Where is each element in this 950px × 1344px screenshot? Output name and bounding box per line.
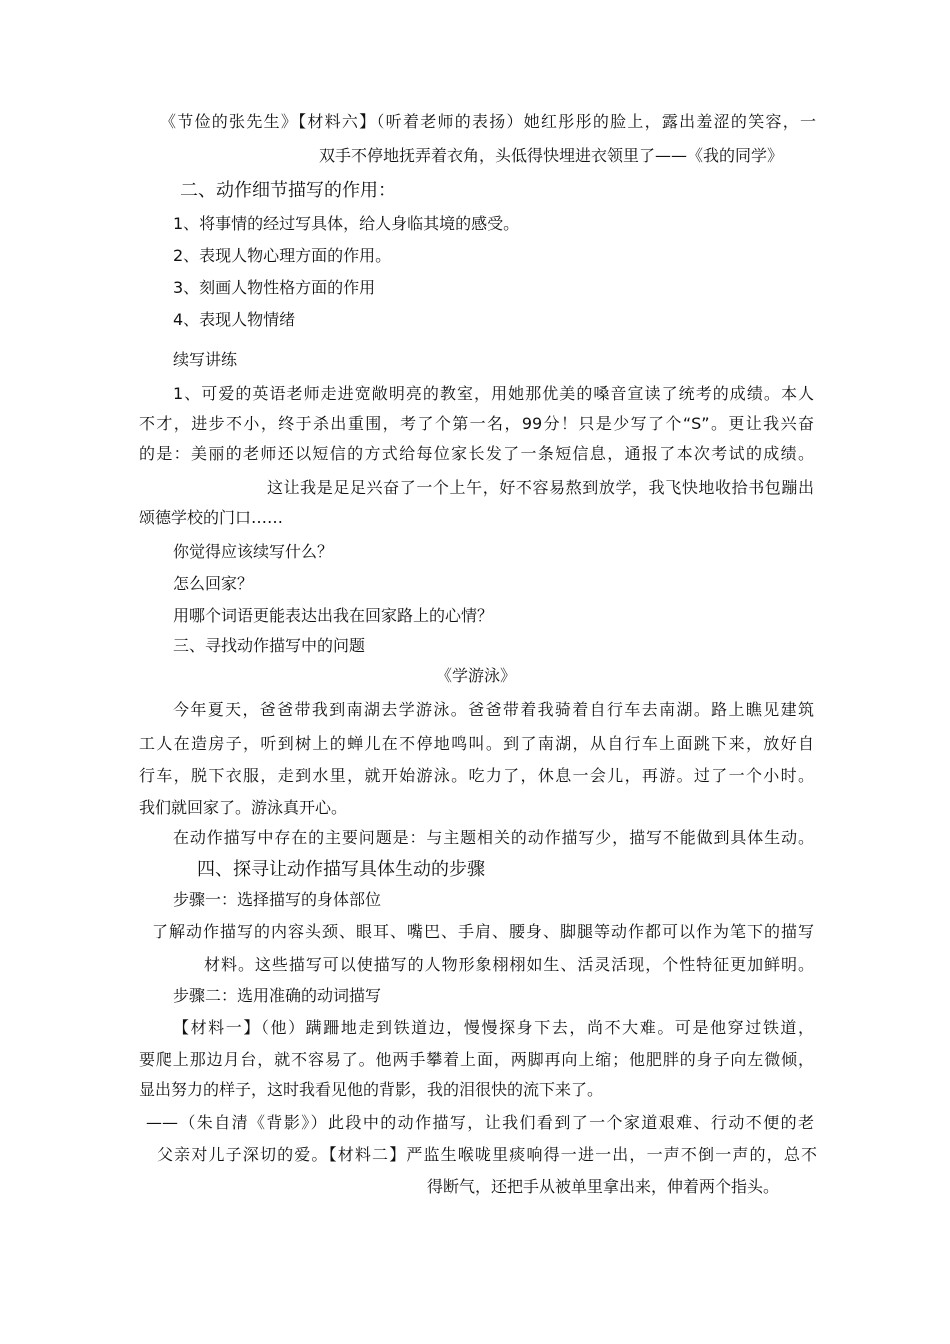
text-line: 了解动作描写的内容头颈、眼耳、嘴巴、手肩、腰身、脚腿等动作都可以作为笔下的描写 [152,922,814,941]
text-line: 颂德学校的门口…… [139,508,284,527]
text-line: 我们就回家了。游泳真开心。 [139,798,348,817]
text-line: 不才，进步不小，终于杀出重围，考了个第一名，99分！只是少写了个“S”。更让我兴奋 [139,414,814,433]
text-line: 工人在造房子，听到树上的蝉儿在不停地鸣叫。到了南湖，从自行车上面跳下来，放好自 [139,734,814,753]
list-item: 1、将事情的经过写具体，给人身临其境的感受。 [173,214,520,233]
list-item: 3、刻画人物性格方面的作用 [173,278,376,297]
text-line: 显出努力的样子，这时我看见他的背影，我的泪很快的流下来了。 [139,1080,604,1099]
text-line: 的是：美丽的老师还以短信的方式给每位家长发了一条短信息，通报了本次考试的成绩。 [139,444,814,463]
subheading: 步骤一：选择描写的身体部位 [173,890,382,909]
subheading: 步骤二：选用准确的动词描写 [173,986,382,1005]
text-line: 材料。这些描写可以使描写的人物形象栩栩如生、活灵活现，个性特征更加鲜明。 [204,955,814,974]
text-line: 父亲对儿子深切的爱。【材料二】严监生喉咙里痰响得一进一出，一声不倒一声的，总不 [157,1145,817,1164]
text-line: 用哪个词语更能表达出我在回家路上的心情？ [173,606,494,625]
text-line: 在动作描写中存在的主要问题是：与主题相关的动作描写少，描写不能做到具体生动。 [173,828,814,847]
text-line: ——（朱自清《背影》）此段中的动作描写，让我们看到了一个家道艰难、行动不便的老 [146,1113,814,1132]
text-line: 行车，脱下衣服，走到水里，就开始游泳。吃力了，休息一会儿，再游。过了一个小时。 [139,766,814,785]
text-line: 【材料一】（他）蹒跚地走到铁道边，慢慢探身下去，尚不大难。可是他穿过铁道， [173,1018,814,1037]
text-line: 这让我是足足兴奋了一个上午，好不容易熬到放学，我飞快地收拾书包蹦出 [267,478,814,497]
text-line: 《节俭的张先生》【材料六】（听着老师的表扬）她红彤彤的脸上，露出羞涩的笑容，一 [160,112,816,131]
list-item: 2、表现人物心理方面的作用。 [173,246,392,265]
section-heading: 二、动作细节描写的作用： [180,180,396,201]
text-line: 怎么回家？ [173,574,254,593]
text-line: 要爬上那边月台，就不容易了。他两手攀着上面，两脚再向上缩；他肥胖的身子向左微倾， [139,1050,814,1069]
section-heading: 四、探寻让动作描写具体生动的步骤 [197,859,485,880]
text-line: 得断气，还把手从被单里拿出来，伸着两个指头。 [427,1177,780,1196]
text-line: 今年夏天，爸爸带我到南湖去学游泳。爸爸带着我骑着自行车去南湖。路上瞧见建筑 [173,700,814,719]
essay-title: 《学游泳》 [436,666,517,685]
text-line: 1、可爱的英语老师走进宽敞明亮的教室，用她那优美的嗓音宣读了统考的成绩。本人 [173,384,814,403]
text-line: 双手不停地抚弄着衣角，头低得快埋进衣领里了——《我的同学》 [319,146,784,165]
text-line: 你觉得应该续写什么？ [173,542,334,561]
subheading: 续写讲练 [173,350,238,369]
list-item: 4、表现人物情绪 [173,310,296,329]
section-heading: 三、寻找动作描写中的问题 [173,636,366,655]
